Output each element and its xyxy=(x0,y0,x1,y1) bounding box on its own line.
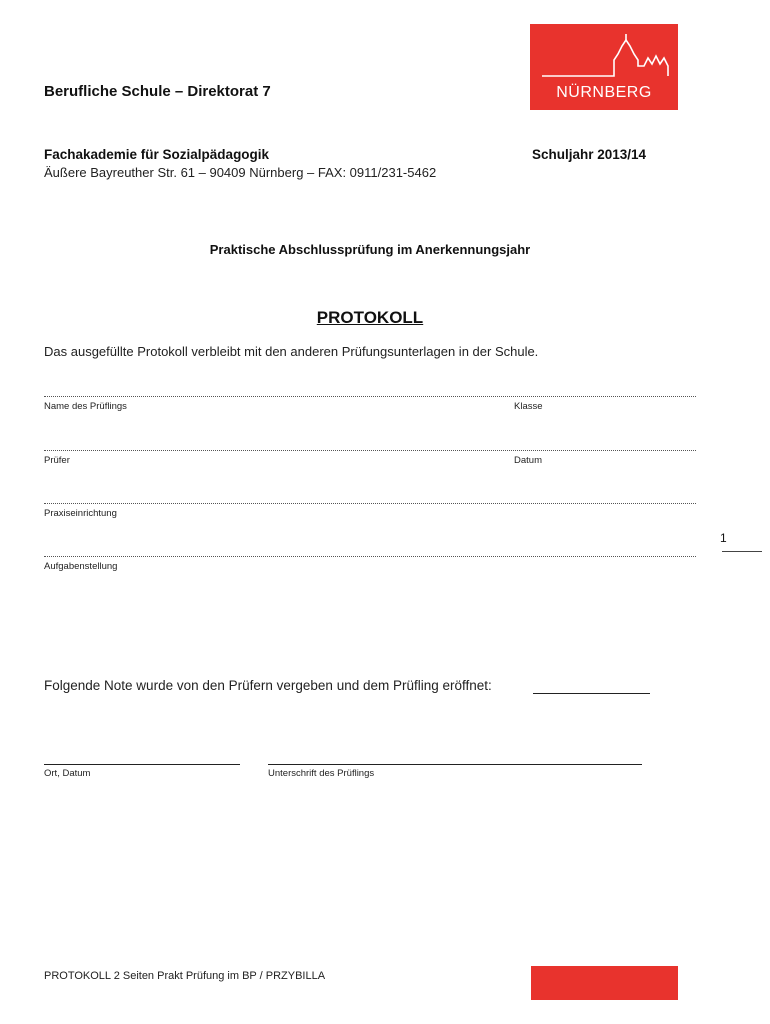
page-number-line xyxy=(722,551,762,552)
fachakademie-name: Fachakademie für Sozialpädagogik xyxy=(44,147,270,162)
exam-title: Praktische Abschlussprüfung im Anerkennungsjahr xyxy=(209,242,531,257)
praxis-label: Praxiseinrichtung xyxy=(44,508,117,519)
footer-text: PROTOKOLL 2 Seiten Prakt Prüfung im BP / PRZYBILLA xyxy=(44,970,326,982)
ort-datum-line[interactable] xyxy=(44,764,240,765)
grade-field-line[interactable] xyxy=(533,693,650,694)
nuernberg-logo xyxy=(530,24,678,110)
grade-text: Folgende Note wurde von den Prüfern vergeben und dem Prüfling eröffnet: xyxy=(44,678,492,693)
footer-red-block xyxy=(531,966,678,1000)
klasse-label: Klasse xyxy=(514,401,543,412)
praxis-field-line[interactable] xyxy=(44,503,696,504)
pruefer-field-line[interactable] xyxy=(44,450,696,451)
signature-label: Unterschrift des Prüflings xyxy=(268,768,375,779)
name-field-line[interactable] xyxy=(44,396,696,397)
page-title: PROTOKOLL xyxy=(316,308,424,327)
intro-text: Das ausgefüllte Protokoll verbleibt mit den anderen Prüfungsunterlagen in der Schule. xyxy=(44,344,539,359)
aufgabe-field-line[interactable] xyxy=(44,556,696,557)
pruefer-label: Prüfer xyxy=(44,455,70,466)
name-label: Name des Prüflings xyxy=(44,401,127,412)
school-year: Schuljahr 2013/14 xyxy=(532,147,647,162)
aufgabe-label: Aufgabenstellung xyxy=(44,561,118,572)
school-address: Äußere Bayreuther Str. 61 – 90409 Nürnberg – FAX: 0911/231-5462 xyxy=(44,165,437,180)
logo-text: NÜRNBERG xyxy=(556,84,652,101)
ort-datum-label: Ort, Datum xyxy=(44,768,91,779)
datum-label: Datum xyxy=(514,455,542,466)
signature-line[interactable] xyxy=(268,764,642,765)
school-name: Berufliche Schule – Direktorat 7 xyxy=(44,83,271,100)
page-number: 1 xyxy=(720,531,727,545)
